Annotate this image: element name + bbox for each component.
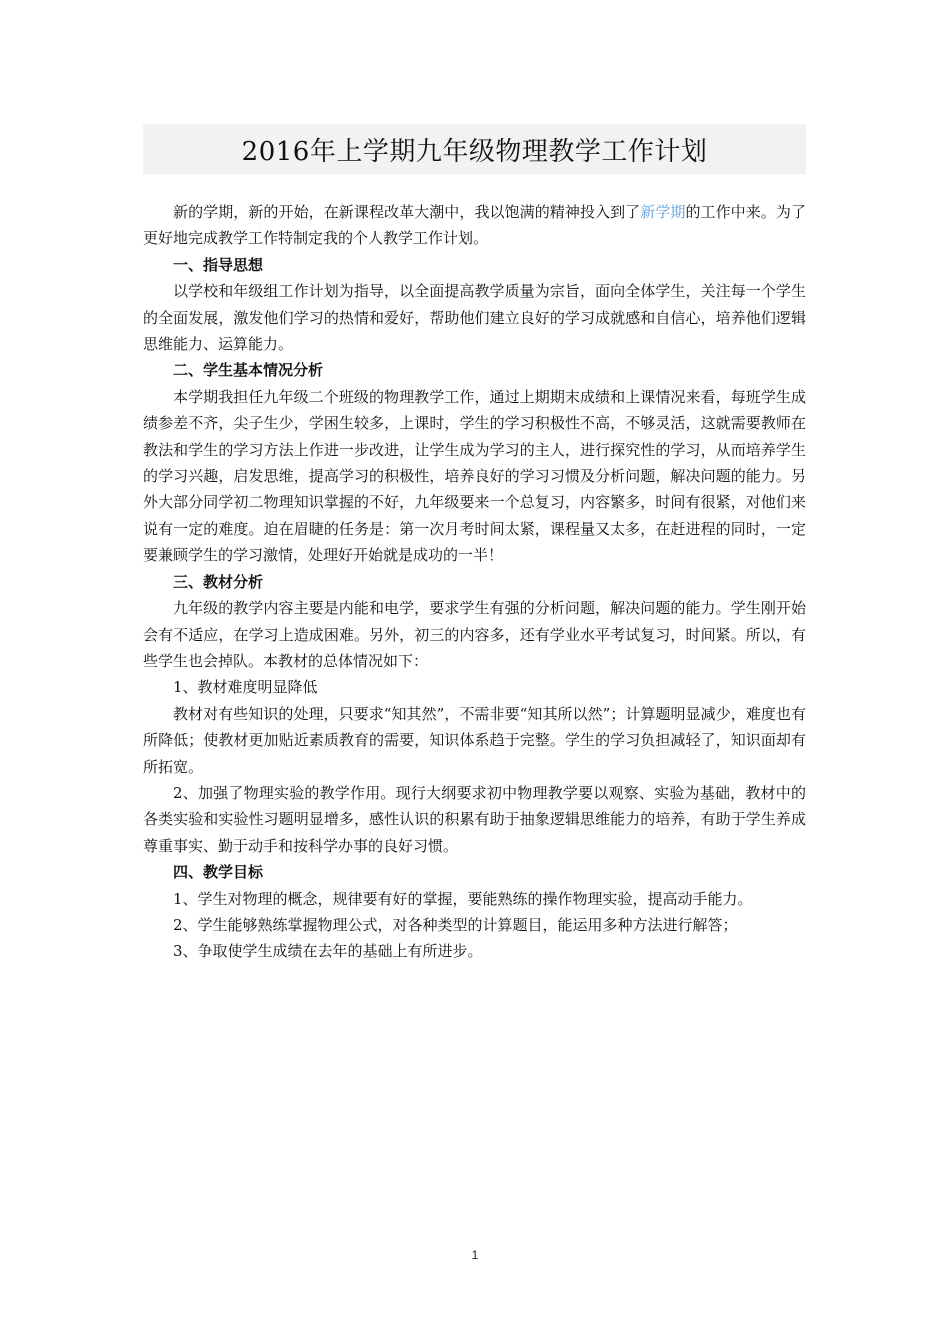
teaching-goal-1: 1、学生对物理的概念，规律要有好的掌握，要能熟练的操作物理实验，提高动手能力。 — [173, 889, 753, 908]
teaching-goal-2: 2、学生能够熟练掌握物理公式，对各种类型的计算题目，能运用多种方法进行解答； — [173, 915, 738, 934]
teaching-goal-3: 3、争取使学生成绩在去年的基础上有所进步。 — [173, 942, 483, 961]
document-body — [143, 199, 806, 965]
textbook-point-1-detail: 教材对有些知识的处理，只要求“知其然”，不需非要“知其所以然”；计算题明显减少，难度也有所降低；使教材更加贴近素质教育的需要，知识体系趋于完整。学生的学习负担减轻了，知识面却有所拓宽。 — [143, 704, 806, 776]
textbook-analysis-paragraph: 九年级的教学内容主要是内能和电学，要求学生有强的分析问题，解决问题的能力。学生刚开始会有不适应，在学习上造成困难。另外，初三的内容多，还有学业水平考试复习，时间紧。所以，有些学生也会掉队。本教材的总体情况如下： — [143, 599, 806, 670]
document-title: 2016年上学期九年级物理教学工作计划 — [241, 136, 708, 167]
intro-text-after: 的工作中来。为了更好地完成教学工作特制定我的个人教学工作计划。 — [143, 203, 806, 248]
section-heading-guiding-ideology: 一、指导思想 — [173, 255, 264, 274]
intro-paragraph — [143, 199, 806, 252]
page-number: 1 — [471, 1248, 479, 1262]
section-heading-textbook-analysis: 三、教材分析 — [173, 572, 264, 591]
guiding-ideology-paragraph: 以学校和年级组工作计划为指导，以全面提高教学质量为宗旨，面向全体学生，关注每一个学生的全面发展，激发他们学习的热情和爱好，帮助他们建立良好的学习成就感和自信心，培养他们逻辑思维能力、运算能力。 — [143, 282, 806, 354]
textbook-point-1-title: 1、教材难度明显降低 — [173, 678, 318, 697]
section-heading-teaching-goals: 四、教学目标 — [173, 863, 264, 882]
title-band — [143, 124, 806, 174]
intro-highlight: 新学期 — [640, 203, 686, 221]
textbook-point-2: 2、加强了物理实验的教学作用。现行大纲要求初中物理教学要以观察、实验为基础，教材中的各类实验和实验性习题明显增多，感性认识的积累有助于抽象逻辑思维能力的培养，有助于学生养成尊重事实、勤于动手和按科学办事的良好习惯。 — [143, 783, 806, 855]
section-heading-student-analysis: 二、学生基本情况分析 — [173, 361, 324, 380]
student-analysis-paragraph: 本学期我担任九年级二个班级的物理教学工作，通过上期期末成绩和上课情况来看，每班学生成绩参差不齐，尖子生少，学困生较多，上课时，学生的学习积极性不高，不够灵活，这就需要教师在教法和学生的学习方法上作进一步改进，让学生成为学习的主人，进行探究性的学习，从而培养学生的学习兴趣，启发思维，提高学习的积极性，培养良好的学习习惯及分析问题，解决问题的能力。另外大部分同学初二物理知识掌握的不好，九年级要来一个总复习，内容繁多，时间有很紧，对他们来说有一定的难度。迫在眉睫的任务是：第一次月考时间太紧，课程量又太多，在赶进程的同时，一定要兼顾学生的学习激情，处理好开始就是成功的一半！ — [143, 387, 806, 565]
intro-text-before: 新的学期，新的开始，在新课程改革大潮中，我以饱满的精神投入到了 — [173, 203, 641, 221]
